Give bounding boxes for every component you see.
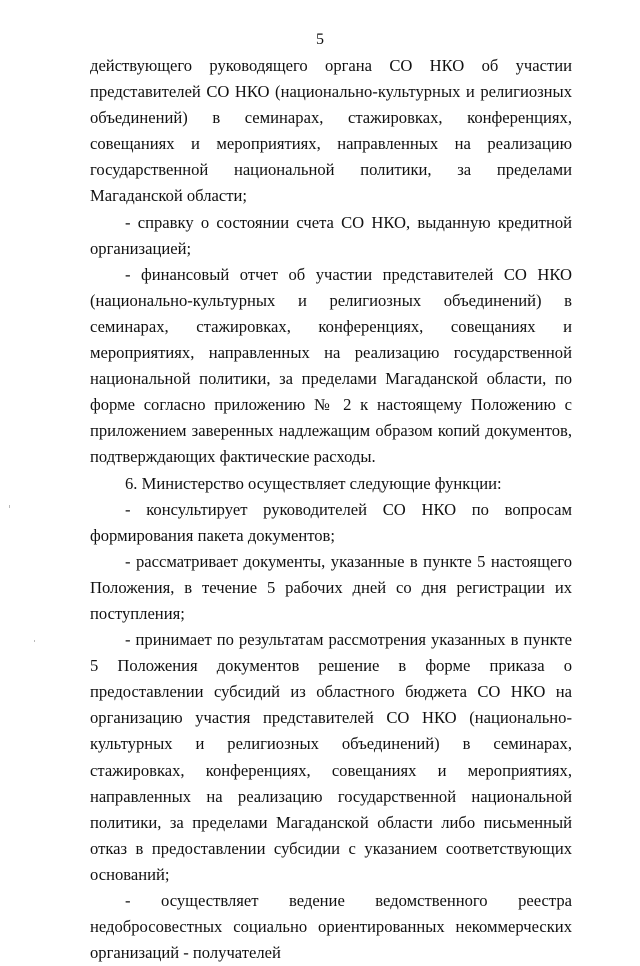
document-body <box>90 53 572 966</box>
paragraph-4: 6. Министерство осуществляет следующие функции: <box>125 473 502 493</box>
paragraph-6: - рассматривает документы, указанные в пункте 5 настоящего Положения, в течение 5 рабочих дней со дня регистрации их поступления; <box>90 551 572 623</box>
scan-artifact <box>34 640 35 642</box>
paragraph-7: - принимает по результатам рассмотрения указанных в пункте 5 Положения документов решение в форме приказа о предоставлении субсидий из областного бюджета СО НКО на организацию участия представителей СО НКО (национально-культурных и религиозных объединений) в семинарах, стажировках, конференциях, совещаниях и мероприятиях, направленных на реализацию государственной национальной политики, за пределами Магаданской области либо письменный отказ в предоставлении субсидии с указанием соответствующих оснований; <box>90 630 572 884</box>
paragraph-3: - финансовый отчет об участии представителей СО НКО (национально-культурных и религиозных объединений) в семинарах, стажировках, конференциях, совещаниях и мероприятиях, направленных на реализацию государственной национальной политики, за пределами Магаданской области, по форме согласно приложению № 2 к настоящему Положению с приложением заверенных надлежащим образом копий документов, подтверждающих фактические расходы. <box>90 264 572 467</box>
paragraph-8: - осуществляет ведение ведомственного реестра недобросовестных социально ориентированных некоммерческих организаций - получателей <box>90 891 572 963</box>
page-number: 5 <box>316 31 324 48</box>
paragraph-1: действующего руководящего органа СО НКО об участии представителей СО НКО (национально-культурных и религиозных объединений) в семинарах, стажировках, конференциях, совещаниях и мероприятиях, направленных на реализацию государственной национальной политики, за пределами Магаданской области; <box>90 56 572 206</box>
paragraph-2: - справку о состоянии счета СО НКО, выданную кредитной организацией; <box>90 212 572 258</box>
scan-artifact <box>9 505 10 508</box>
paragraph-5: - консультирует руководителей СО НКО по вопросам формирования пакета документов; <box>90 499 572 545</box>
